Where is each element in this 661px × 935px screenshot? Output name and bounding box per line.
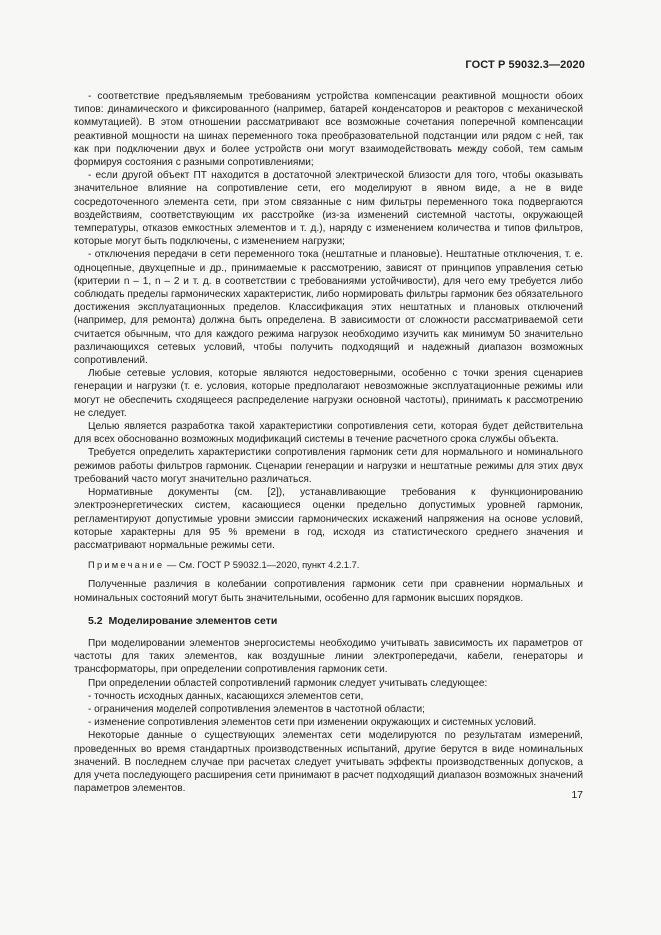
list-item: - ограничения моделей сопротивления элементов в частотной области; bbox=[88, 703, 425, 715]
page-number: 17 bbox=[571, 789, 583, 801]
paragraph: Целью является разработка такой характеристики сопротивления сети, которая будет действительна для всех обоснованно возможных модификаций системы в течение расчетного срока службы объекта. bbox=[74, 421, 583, 446]
note bbox=[74, 558, 583, 571]
paragraph: - если другой объект ПТ находится в достаточной электрической близости для того, чтобы оказывать значительное влияние на сопротивление сети, его моделируют в явном виде, а не в виде сосредоточенного элемента сети, при этом связанные с ним фильтры переменного тока подвергаются воздействиям, соответствующим их расстройке (из-за изменений системной частоты, окружающей температуры, отказов емкостных элементов и т. д.), наряду с изменением количества и типов фильтров, которые могут быть подключены, с изменением нагрузки; bbox=[74, 170, 583, 248]
section-title: Моделирование элементов сети bbox=[108, 614, 278, 627]
paragraph: При моделировании элементов энергосистемы необходимо учитывать зависимость их параметров от частоты для таких элементов, как воздушные линии электропередачи, кабели, генераторы и трансформаторы, при определении сопротивления гармоник сети. bbox=[74, 637, 583, 676]
paragraph: Полученные различия в колебании сопротивления гармоник сети при сравнении нормальных и номинальных состояний могут быть значительными, особенно для гармоник высших порядков. bbox=[74, 579, 583, 604]
paragraph: Нормативные документы (см. [2]), устанавливающие требования к функционированию электроэнергетических систем, касающиеся оценки предельно допустимых уровней гармоник, регламентируют допустимые уровни эмиссии гармонических искажений напряжения на основе условий, которые характерны для 95 % времени в год, исходя из статистического среднего значения и рассматривают нормальные режимы сети. bbox=[74, 487, 583, 551]
paragraph: Требуется определить характеристики сопротивления гармоник сети для нормального и номинального режимов работы фильтров гармоник. Сценарии генерации и нагрузки и нештатные режимы для этих двух требований часто могут значительно различаться. bbox=[74, 447, 583, 485]
section-number: 5.2 bbox=[88, 614, 103, 627]
paragraph: Любые сетевые условия, которые являются недостоверными, особенно с точки зрения сценариев генерации и нагрузки (т. е. условия, которые предполагают невозможные эксплуатационные режимы или могут не обеспечить сходящееся распределение нагрузки основной частоты), принимать к рассмотрению не следует. bbox=[74, 368, 583, 419]
paragraph: Некоторые данные о существующих элементах сети моделируются по результатам измерений, проведенных во время стандартных производственных испытаний, другие берутся в виде номинальных значений. В последнем случае при расчетах следует учитывать эффекты производственных допусков, а для учета последующего расширения сети принимают в расчет подходящий диапазон возможных значений параметров элементов. bbox=[74, 730, 583, 795]
list-item: - изменение сопротивления элементов сети при изменении окружающих и системных условий. bbox=[88, 717, 537, 729]
section-heading bbox=[74, 615, 583, 628]
paragraph: При определении областей сопротивлений гармоник следует учитывать следующее: bbox=[88, 677, 488, 689]
document-body bbox=[74, 90, 583, 795]
paragraph: - соответствие предъявляемым требованиям устройства компенсации реактивной мощности обоих типов: динамического и фиксированного (например, батарей конденсаторов и реакторов с механической коммутацией). В этом отношении рассматривают все возможные сочетания поперечной компенсации реактивной мощности на шинах переменного тока преобразовательной подстанции или рядом с ней, так как при подключении двух и более устройств они могут взаимодействовать между собой, тем самым формируя состояния с разными сопротивлениями; bbox=[74, 91, 583, 169]
note-label: Примечание bbox=[88, 559, 165, 571]
document-code: ГОСТ Р 59032.3—2020 bbox=[465, 59, 585, 71]
list-item: - точность исходных данных, касающихся элементов сети, bbox=[88, 690, 364, 702]
note-text: — См. ГОСТ Р 59032.1—2020, пункт 4.2.1.7. bbox=[164, 559, 360, 571]
paragraph: - отключения передачи в сети переменного тока (нештатные и плановые). Нештатные отключения, т. е. одноцепные, двухцепные и др., принимаемые к рассмотрению, зависят от принципов управления сетью (критерии n – 1, n – 2 и т. д. в соответствии с требованиями устойчивости), для чего ему требуется либо соблюдать пределы гармонических характеристик, либо нормировать фильтры гармоник без обязательного достижения эксплуатационных пределов. Классификация этих нештатных и плановых отключений (например, для ремонта) должна быть определена. В зависимости от сложности рассматриваемой сети считается обычным, что для каждого режима нагрузок необходимо изучить как минимум 50 значительно различающихся сетевых условий, чтобы получить подходящий и надежный диапазон возможных сопротивлений. bbox=[74, 249, 583, 367]
